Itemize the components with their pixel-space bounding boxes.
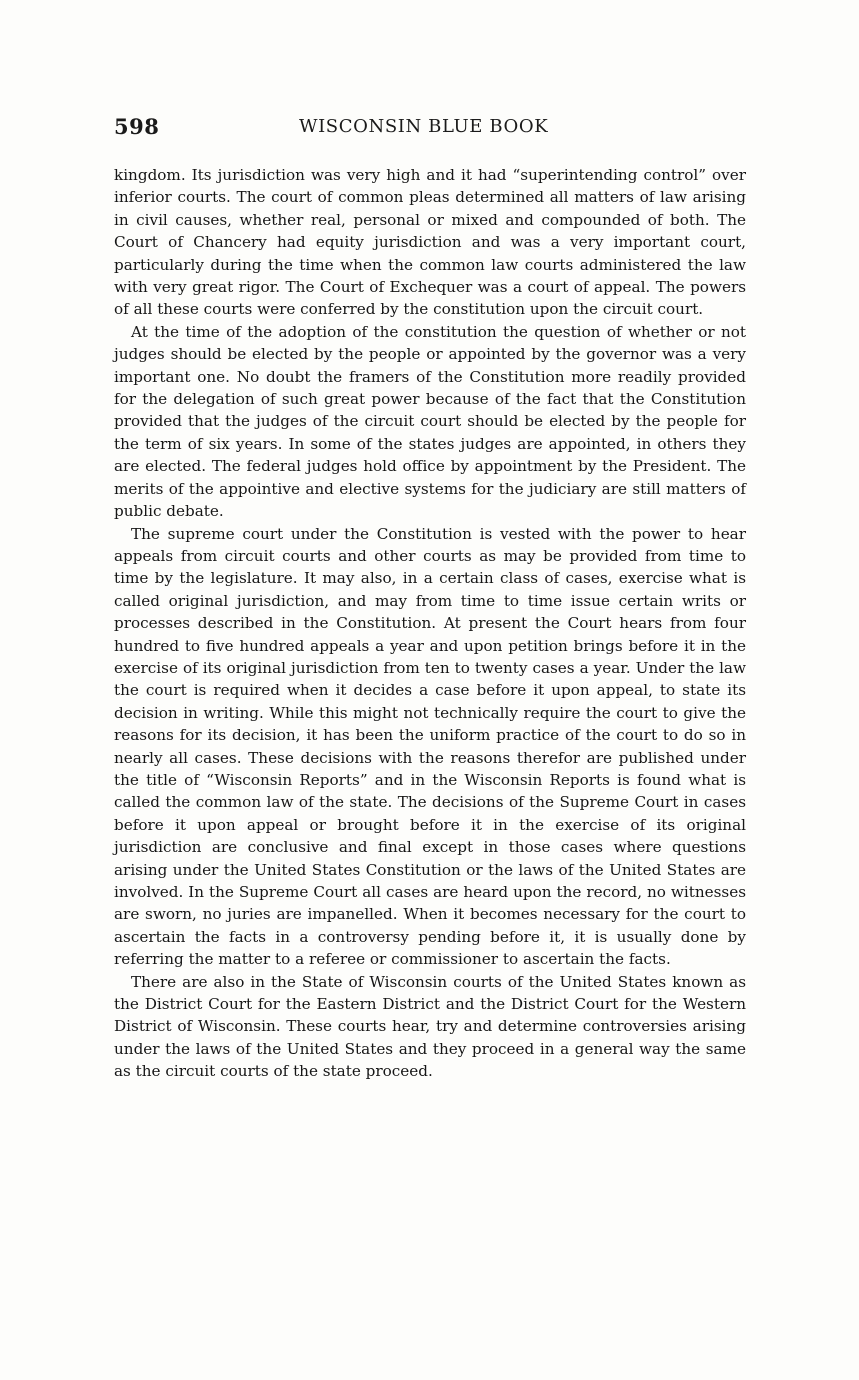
paragraph-continuation: kingdom. Its jurisdiction was very high and it had “superintending control” over inferior courts. The court of common pleas determined all matters of law arising in civil causes, whether real, personal or mixed and compounded of both. The Court of Chancery had equity jurisdiction and was a very important court, particularly during the time when the common law courts administered the law with very great rigor. The Court of Exchequer was a court of appeal. The powers of all these courts were conferred by the constitution upon the circuit court. xyxy=(114,166,746,319)
paragraph-supreme-court: The supreme court under the Constitution is vested with the power to hear appeals from circuit courts and other courts as may be provided from time to time by the legislature. It may also, in a certain class of cases, exercise what is called original jurisdiction, and may from time to time issue certain writs or processes described in the Constitution. At present the Court hears from four hundred to five hundred appeals a year and upon petition brings before it in the exercise of its original jurisdiction from ten to twenty cases a year. Under the law the court is required when it decides a case before it upon appeal, to state its decision in writing. While this might not technically require the court to give the reasons for its decision, it has been the uniform practice of the court to do so in nearly all cases. These decisions with the reasons therefor are published under the title of “Wisconsin Reports” and in the Wisconsin Reports is found what is called the common law of the state. The decisions of the Supreme Court in cases before it upon appeal or brought before it in the exercise of its original jurisdiction are conclusive and final except in those cases where questions arising under the United States Constitution or the laws of the United States are involved. In the Supreme Court all cases are heard upon the record, no witnesses are sworn, no juries are impanelled. When it becomes necessary for the court to ascertain the facts in a controversy pending before it, it is usually done by referring the matter to a referee or commissioner to ascertain the facts. xyxy=(114,524,746,969)
page-number: 598 xyxy=(114,114,160,139)
body-text xyxy=(114,164,746,1083)
page-header xyxy=(114,114,746,142)
paragraph-judge-election: At the time of the adoption of the constitution the question of whether or not judges should be elected by the people or appointed by the governor was a very important one. No doubt the framers of the Constitution more readily provided for the delegation of such great power because of the fact that the Constitution provided that the judges of the circuit court should be elected by the people for the term of six years. In some of the states judges are appointed, in others they are elected. The federal judges hold office by appointment by the President. The merits of the appointive and elective systems for the judiciary are still matters of public debate. xyxy=(114,322,746,521)
paragraph-federal-courts: There are also in the State of Wisconsin courts of the United States known as the District Court for the Eastern District and the District Court for the Western District of Wisconsin. These courts hear, try and determine controversies arising under the laws of the United States and they proceed in a general way the same as the circuit courts of the state proceed. xyxy=(114,972,746,1081)
running-title: WISCONSIN BLUE BOOK xyxy=(299,116,549,137)
